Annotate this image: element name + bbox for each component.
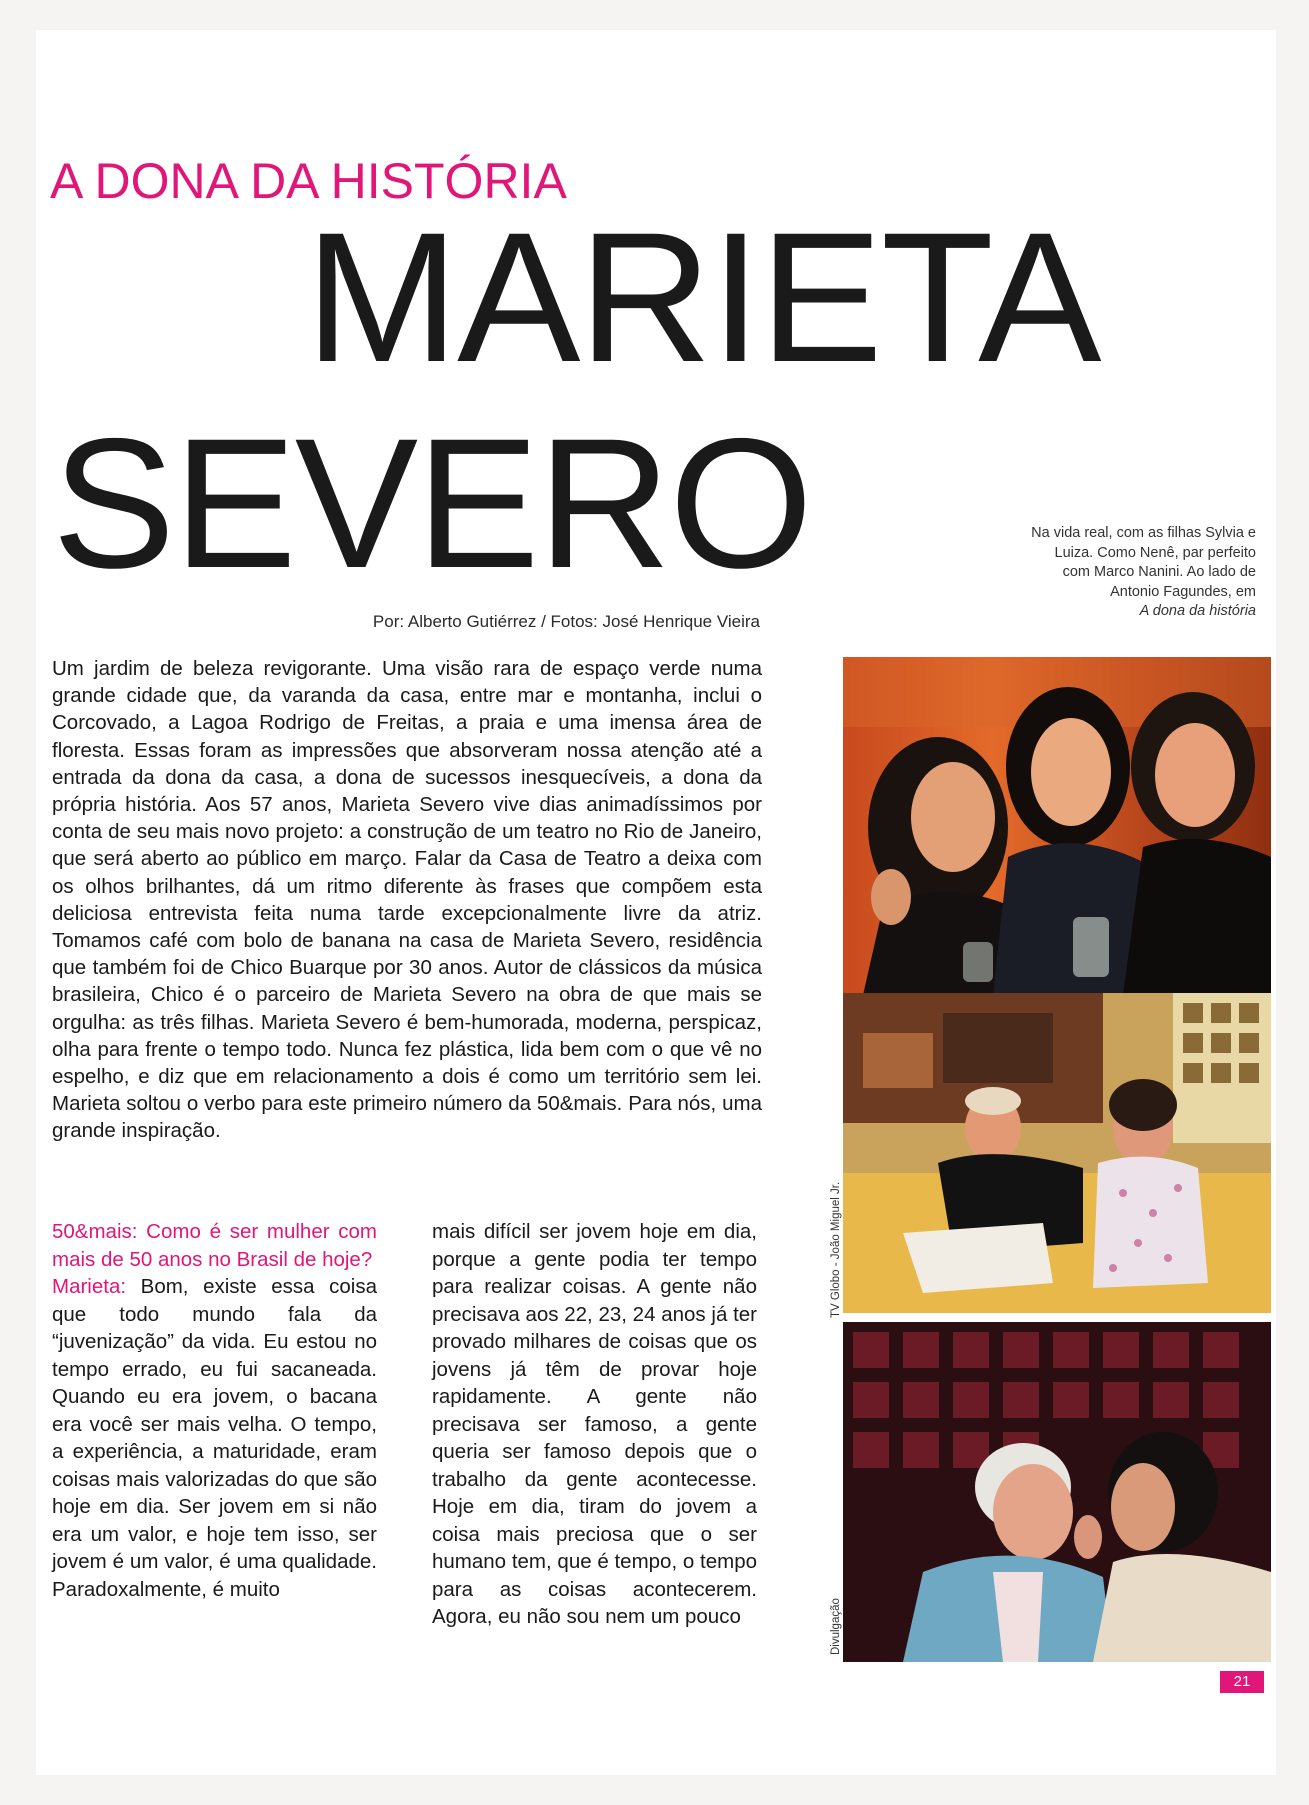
photo-scene-film-image	[843, 1322, 1271, 1662]
section-kicker: A DONA DA HISTÓRIA	[50, 153, 567, 209]
interview-column-2	[432, 1218, 757, 1631]
headline-last-name: SEVERO	[52, 401, 812, 607]
photo-credit-divulgacao: Divulgação	[830, 1598, 842, 1655]
photo-caption	[1030, 524, 1256, 622]
answer-text-col1: Bom, existe essa coisa que todo mundo fala da “juvenização” da vida. Eu estou no tempo errado, eu fui sacaneada. Quando eu era jovem, o bacana era você ser mais velha. O tempo, a experiência, a maturidade, eram coisas mais valorizadas do que são hoje em dia. Ser jovem em si não era um valor, e hoje tem isso, ser jovem é um valor, é uma qualidade. Paradoxalmente, é muito	[52, 1275, 377, 1601]
interview-question: 50&mais: Como é ser mulher com mais de 50 anos no Brasil de hoje?	[52, 1220, 377, 1271]
page-number: 21	[1220, 1671, 1264, 1693]
intro-paragraph: Um jardim de beleza revigorante. Uma visão rara de espaço verde numa grande cidade que, da varanda da casa, entre mar e montanha, inclui o Corcovado, a Lagoa Rodrigo de Freitas, a praia e uma imensa área de floresta. Essas foram as impressões que absorveram nossa atenção até a entrada da dona da casa, a dona de sucessos inesquecíveis, a dona da própria história. Aos 57 anos, Marieta Severo vive dias animadíssimos por conta de seu mais novo projeto: a construção de um teatro no Rio de Janeiro, que será aberto ao público em março. Falar da Casa de Teatro a deixa com os olhos brilhantes, dá um ritmo diferente às frases que compõem esta deliciosa entrevista feita numa tarde excepcionalmente livre da atriz. Tomamos café com bolo de banana na casa de Marieta Severo, residência que também foi de Chico Buarque por 30 anos. Autor de clássicos da música brasileira, Chico é o parceiro de Marieta Severo na obra de que mais se orgulha: as três filhas. Marieta Severo é bem-humorada, moderna, perspicaz, olha para frente o tempo todo. Nunca fez plástica, lida bem com o que vê no espelho, e diz que em relacionamento a dois é como um território sem lei. Marieta soltou o verbo para este primeiro número da 50&mais. Para nós, uma grande inspiração.	[52, 657, 762, 1143]
photo-mother-daughters	[843, 657, 1271, 995]
caption-text: Na vida real, com as filhas Sylvia e Luiza. Como Nenê, par perfeito com Marco Nanini. Ao lado de Antonio Fagundes, em	[1031, 525, 1256, 600]
headline-first-name: MARIETA	[305, 195, 1100, 401]
answer-label: Marieta:	[52, 1275, 127, 1298]
byline: Por: Alberto Gutiérrez / Fotos: José Henrique Vieira	[372, 612, 760, 631]
caption-title: A dona da história	[1139, 603, 1256, 619]
interview-column-1	[52, 1218, 377, 1603]
answer-text-col2: mais difícil ser jovem hoje em dia, porque a gente podia ter tempo para realizar coisas. A gente não precisava aos 22, 23, 24 anos já ter provado milhares de coisas que os jovens já têm de provar hoje rapidamente. A gente não precisava ser famoso, a gente queria ser famoso depois que o trabalho da gente acontecesse. Hoje em dia, tiram do jovem a coisa mais preciosa que o ser humano tem, que é tempo, o tempo para as coisas acontecerem. Agora, eu não sou nem um pouco	[432, 1220, 757, 1628]
photo-couple-sofa-image	[843, 993, 1271, 1313]
photo-scene-film	[843, 1322, 1271, 1662]
photo-mother-daughters-image	[843, 657, 1271, 995]
photo-couple-sofa	[843, 993, 1271, 1313]
photo-credit-tv-globo: TV Globo - João Miguel Jr.	[830, 1181, 842, 1318]
